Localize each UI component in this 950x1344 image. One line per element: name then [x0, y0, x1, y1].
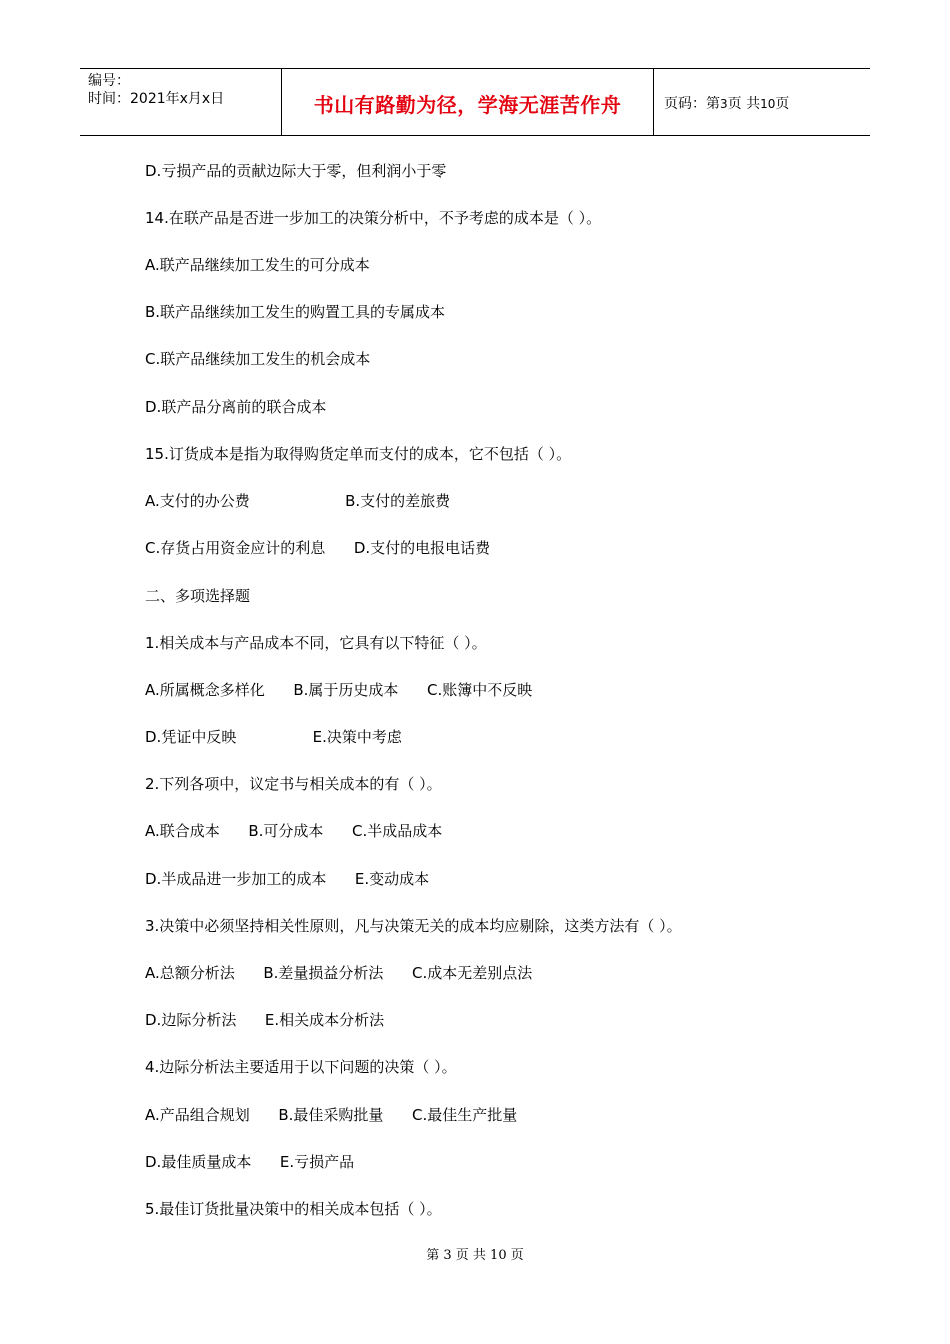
question-line: 5.最佳订货批量决策中的相关成本包括（ ）。 [145, 1200, 442, 1218]
option-line: D.凭证中反映 E.决策中考虑 [145, 728, 402, 746]
option-line: A.所属概念多样化 B.属于历史成本 C.账簿中不反映 [145, 681, 533, 699]
option-line: D.边际分析法 E.相关成本分析法 [145, 1011, 385, 1029]
document-number-label: 编号： [88, 73, 130, 89]
page-mid-label: 页 共 [727, 96, 761, 112]
page-current: 3 [720, 97, 728, 111]
question-line: 3.决策中必须坚持相关性原则，凡与决策无关的成本均应剔除，这类方法有（ ）。 [145, 917, 682, 935]
option-line: A.联合成本 B.可分成本 C.半成品成本 [145, 822, 443, 840]
option-line: A.联产品继续加工发生的可分成本 [145, 256, 370, 274]
header-page-info [664, 94, 789, 114]
option-line: A.支付的办公费 B.支付的差旅费 [145, 492, 451, 510]
header-motto: 书山有路勤为径，学海无涯苦作舟 [313, 93, 622, 117]
page-end-label: 页 [775, 96, 790, 112]
document-time-label: 时间：2021年x月x日 [88, 91, 225, 107]
option-line: A.总额分析法 B.差量损益分析法 C.成本无差别点法 [145, 964, 533, 982]
section-heading: 二、多项选择题 [145, 587, 251, 605]
option-line: C.联产品继续加工发生的机会成本 [145, 350, 371, 368]
header-motto-cell [282, 69, 654, 135]
question-line: 14.在联产品是否进一步加工的决策分析中，不予考虑的成本是（ ）。 [145, 209, 602, 227]
option-line: B.联产品继续加工发生的购置工具的专属成本 [145, 303, 446, 321]
page-header [80, 68, 870, 136]
question-line: 15.订货成本是指为取得购货定单而支付的成本，它不包括（ ）。 [145, 445, 572, 463]
question-line: 4.边际分析法主要适用于以下问题的决策（ ）。 [145, 1058, 457, 1076]
option-line: D.最佳质量成本 E.亏损产品 [145, 1153, 355, 1171]
question-line: 2.下列各项中，议定书与相关成本的有（ ）。 [145, 775, 442, 793]
option-line: C.存货占用资金应计的利息 D.支付的电报电话费 [145, 539, 491, 557]
page-total: 10 [760, 97, 776, 111]
header-meta-cell [80, 69, 282, 135]
option-line: A.产品组合规划 B.最佳采购批量 C.最佳生产批量 [145, 1106, 518, 1124]
option-line: D.联产品分离前的联合成本 [145, 398, 327, 416]
question-line: 1.相关成本与产品成本不同，它具有以下特征（ ）。 [145, 634, 487, 652]
page-footer: 第 3 页 共 10 页 [426, 1248, 524, 1263]
header-page-cell [654, 69, 870, 135]
option-line: D.亏损产品的贡献边际大于零，但利润小于零 [145, 162, 447, 180]
option-line: D.半成品进一步加工的成本 E.变动成本 [145, 870, 430, 888]
page-label: 页码：第 [664, 96, 720, 112]
